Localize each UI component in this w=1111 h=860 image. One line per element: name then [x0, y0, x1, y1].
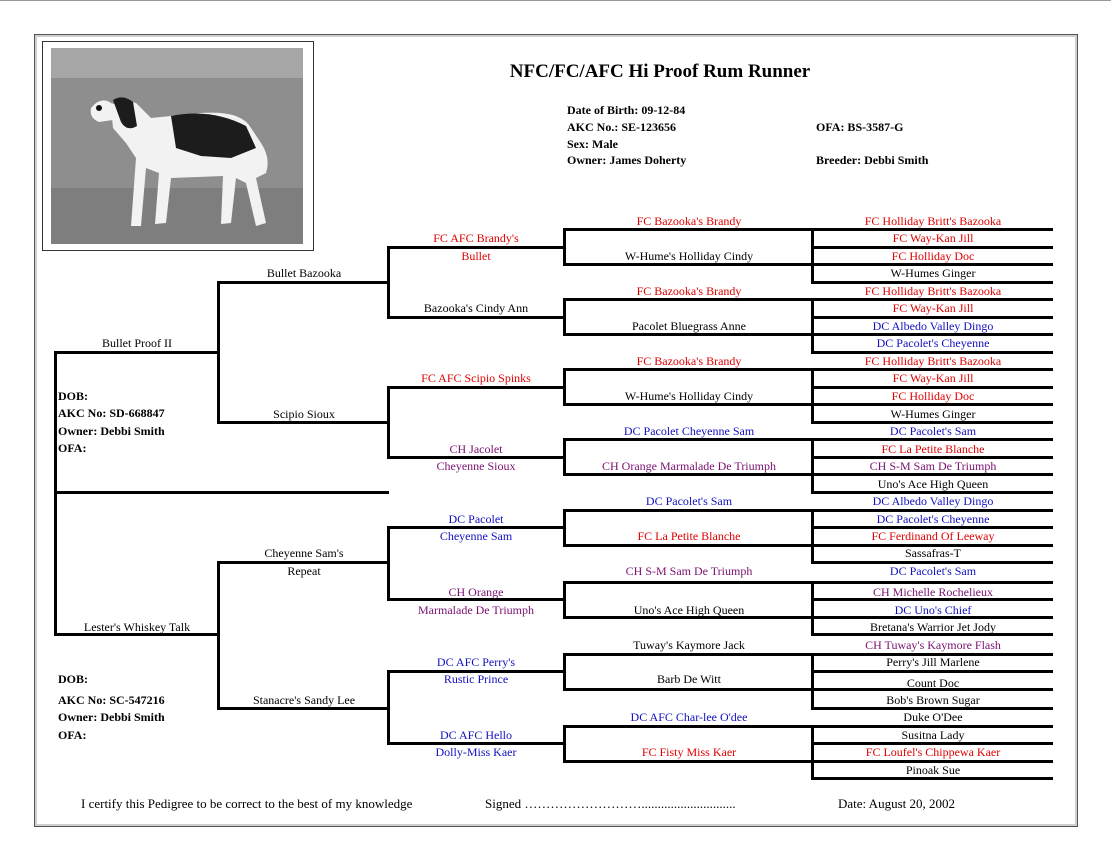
gen4-name: Tuway's Kaymore Jack [633, 638, 745, 652]
gen5-name: Bretana's Warrior Jet Jody [870, 620, 996, 634]
gen4-name: FC Bazooka's Brandy [636, 354, 742, 368]
gen3-6-line2: Marmalade De Triumph [418, 603, 534, 617]
line-gen5-v7 [811, 653, 814, 708]
sire-owner: Owner: Debbi Smith [58, 424, 165, 438]
line-gen5-h26 [811, 670, 1053, 673]
gen5-name: FC Holliday Britt's Bazooka [864, 354, 1002, 368]
line-gen3-h3 [387, 386, 565, 389]
gen4-name: DC Pacolet's Sam [645, 494, 733, 508]
dam-akc: AKC No: SC-547216 [58, 693, 165, 707]
gen5-name: DC Pacolet's Sam [889, 424, 977, 438]
gen4-name: CH Orange Marmalade De Triumph [602, 459, 776, 473]
gen5-name: FC Holliday Britt's Bazooka [864, 214, 1002, 228]
gen3-1-line2: Bullet [461, 249, 491, 263]
line-gen4-h8 [563, 473, 813, 476]
line-gen4-v4 [563, 438, 566, 475]
gen4-name: W-Hume's Holliday Cindy [624, 249, 754, 263]
line-gen2-dd [217, 707, 389, 710]
gen3-5-line1: DC Pacolet [448, 512, 504, 526]
certify-statement: I certify this Pedigree to be correct to the best of my knowledge [81, 796, 413, 811]
gen5-name: DC Albedo Valley Dingo [872, 319, 994, 333]
line-gen4-h5 [563, 368, 813, 371]
subject-breeder: Breeder: Debbi Smith [816, 153, 929, 167]
line-gen4-h15 [563, 725, 813, 728]
line-gen5-v1 [811, 228, 814, 283]
gen5-name: Count Doc [906, 676, 960, 690]
sire-akc: AKC No: SD-668847 [58, 406, 165, 420]
dam-dob: DOB: [58, 672, 88, 686]
gen5-name: FC Way-Kan Jill [892, 301, 974, 315]
dog-photo [51, 48, 303, 244]
line-gen5-h32 [811, 777, 1053, 780]
gen2-sire-sire: Bullet Bazooka [266, 266, 342, 280]
gen4-name: FC La Petite Blanche [637, 529, 741, 543]
line-gen4-h3 [563, 298, 813, 301]
line-gen2-ss [217, 281, 389, 284]
gen5-name: FC Way-Kan Jill [892, 371, 974, 385]
line-gen5-v2 [811, 298, 814, 353]
subject-dob: Date of Birth: 09-12-84 [567, 103, 686, 117]
gen4-name: Barb De Witt [657, 672, 721, 686]
gen5-name: Perry's Jill Marlene [886, 655, 980, 669]
top-rule [0, 0, 1111, 1]
gen5-name: Duke O'Dee [903, 710, 963, 724]
gen4-name: Uno's Ace High Queen [633, 603, 745, 617]
line-gen4-v3 [563, 368, 566, 405]
line-gen5-h21 [811, 581, 1053, 584]
gen5-name: Sassafras-T [905, 546, 961, 560]
gen3-7-line1: DC AFC Perry's [436, 655, 516, 669]
gen5-name: CH Michelle Rochelieux [873, 585, 993, 599]
gen5-name: DC Pacolet's Cheyenne [876, 512, 990, 526]
gen4-name: Pacolet Bluegrass Anne [632, 319, 746, 333]
gen3-4-line2: Cheyenne Sioux [436, 459, 516, 473]
line-gen3-v4 [387, 670, 390, 744]
gen3-2: Bazooka's Cindy Ann [423, 301, 529, 315]
gen2-sire-dam: Scipio Sioux [273, 407, 335, 421]
line-gen2-dam-vertical [217, 561, 220, 710]
subject-owner: Owner: James Doherty [567, 153, 687, 167]
line-gen4-h7 [563, 438, 813, 441]
gen5-name: FC La Petite Blanche [881, 442, 985, 456]
line-gen5-v6 [811, 581, 814, 636]
gen5-name: FC Holliday Doc [891, 249, 975, 263]
gen4-name: DC Pacolet Cheyenne Sam [623, 424, 755, 438]
gen4-name: DC AFC Char-lee O'dee [630, 710, 748, 724]
line-gen5-v5 [811, 509, 814, 564]
gen3-4-line1: CH Jacolet [449, 442, 503, 456]
gen3-5-line2: Cheyenne Sam [439, 529, 513, 543]
gen4-name: FC Bazooka's Brandy [636, 284, 742, 298]
line-gen4-h1 [563, 228, 813, 231]
line-gen3-v3 [387, 526, 390, 600]
dog-photo-icon [51, 48, 303, 244]
line-center [54, 491, 389, 494]
line-gen4-h16 [563, 760, 813, 763]
line-gen5-v3 [811, 368, 814, 423]
gen3-8-line2: Dolly-Miss Kaer [435, 745, 517, 759]
dog-photo-frame [42, 41, 314, 251]
gen5-name: Uno's Ace High Queen [877, 477, 989, 491]
gen5-name: Susitna Lady [901, 728, 965, 742]
sire-name: Bullet Proof II [102, 336, 172, 350]
gen3-7-line2: Rustic Prince [443, 672, 509, 686]
sire-dob: DOB: [58, 389, 88, 403]
gen3-8-line1: DC AFC Hello [439, 728, 513, 742]
gen5-name: W-Humes Ginger [890, 407, 976, 421]
gen3-3: FC AFC Scipio Spinks [421, 371, 531, 385]
line-gen4-h13 [563, 653, 813, 656]
line-gen5-h11 [811, 403, 1053, 406]
line-gen4-v8 [563, 725, 566, 762]
gen5-name: DC Albedo Valley Dingo [872, 494, 994, 508]
line-gen4-h11 [563, 581, 813, 584]
line-sire [54, 351, 219, 354]
line-gen4-h14 [563, 688, 813, 691]
gen5-name: FC Ferdinand Of Leeway [871, 529, 995, 543]
gen5-name: FC Way-Kan Jill [892, 231, 974, 245]
gen4-name: FC Fisty Miss Kaer [641, 745, 737, 759]
subject-sex: Sex: Male [567, 137, 618, 151]
gen5-name: CH Tuway's Kaymore Flash [865, 638, 1001, 652]
gen5-name: FC Loufel's Chippewa Kaer [865, 745, 1001, 759]
gen5-name: Pinoak Sue [905, 763, 961, 777]
line-gen5-v8 [811, 725, 814, 780]
line-gen4-v7 [563, 653, 566, 690]
line-gen4-v6 [563, 581, 566, 618]
subject-ofa: OFA: BS-3587-G [816, 120, 904, 134]
gen5-name: FC Holliday Britt's Bazooka [864, 284, 1002, 298]
gen4-name: W-Hume's Holliday Cindy [624, 389, 754, 403]
gen5-name: W-Humes Ginger [890, 266, 976, 280]
line-gen3-v2 [387, 386, 390, 458]
dam-ofa: OFA: [58, 728, 87, 742]
line-gen5-h15 [811, 473, 1053, 476]
certificate-date: Date: August 20, 2002 [838, 796, 955, 811]
gen5-name: DC Uno's Chief [894, 603, 972, 617]
line-gen3-h2 [387, 316, 565, 319]
line-gen5-h13 [811, 438, 1053, 441]
line-gen4-h9 [563, 509, 813, 512]
gen2-dam-sire-1: Cheyenne Sam's [264, 546, 344, 560]
line-gen3-v1 [387, 246, 390, 318]
gen5-name: FC Holliday Doc [891, 389, 975, 403]
gen4-name: FC Bazooka's Brandy [636, 214, 742, 228]
line-gen4-h2 [563, 263, 813, 266]
subject-akc: AKC No.: SE-123656 [567, 120, 677, 134]
gen4-name: CH S-M Sam De Triumph [625, 564, 753, 578]
page-title: NFC/FC/AFC Hi Proof Rum Runner [509, 61, 811, 82]
dam-owner: Owner: Debbi Smith [58, 710, 165, 724]
gen5-name: Bob's Brown Sugar [886, 693, 980, 707]
gen5-name: DC Pacolet's Sam [889, 564, 977, 578]
gen3-1-line1: FC AFC Brandy's [433, 231, 519, 245]
line-gen5-v4 [811, 438, 814, 493]
line-gen4-v5 [563, 509, 566, 546]
gen2-dam-sire-2: Repeat [287, 564, 321, 578]
gen2-dam-dam: Stanacre's Sandy Lee [252, 693, 356, 707]
line-gen4-v2 [563, 298, 566, 335]
gen3-6-line1: CH Orange [448, 585, 504, 599]
gen5-name: CH S-M Sam De Triumph [869, 459, 997, 473]
line-gen4-h4 [563, 333, 813, 336]
dam-name: Lester's Whiskey Talk [83, 620, 191, 634]
line-gen4-v1 [563, 228, 566, 265]
line-gen2-sire-vertical [217, 281, 220, 423]
line-gen4-h10 [563, 544, 813, 547]
gen5-name: DC Pacolet's Cheyenne [876, 336, 990, 350]
line-gen4-h6 [563, 403, 813, 406]
signature-line: Signed ………………………............................. [485, 796, 736, 811]
line-gen2-sd [217, 421, 389, 424]
sire-ofa: OFA: [58, 441, 87, 455]
